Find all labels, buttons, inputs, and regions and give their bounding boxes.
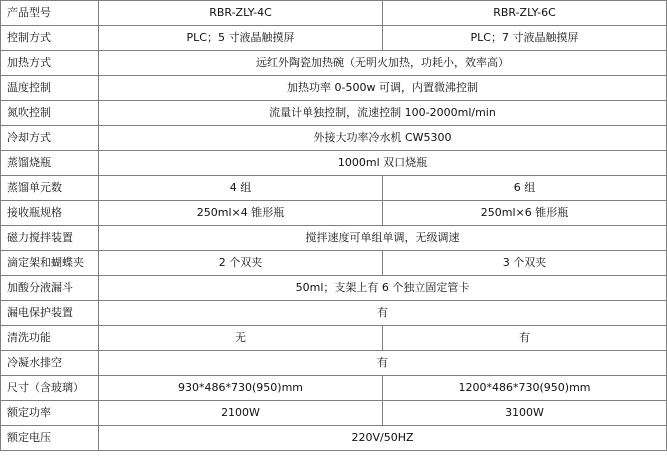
row-label: 温度控制 xyxy=(1,76,99,101)
table-row-rated-power xyxy=(1,401,667,426)
table-row-condensate-drain xyxy=(1,351,667,376)
cell-6c: 1200*486*730(950)mm xyxy=(383,376,667,401)
cell-6c: 3 个双夹 xyxy=(383,251,667,276)
row-label: 滴定架和蝴蝶夹 xyxy=(1,251,99,276)
table-row-distillation-units xyxy=(1,176,667,201)
row-label: 加热方式 xyxy=(1,51,99,76)
table-row-rated-voltage xyxy=(1,426,667,451)
table-row-cleaning-function xyxy=(1,326,667,351)
row-label: 接收瓶规格 xyxy=(1,201,99,226)
cell-shared: 有 xyxy=(99,351,667,376)
model-6c-name: RBR-ZLY-6C xyxy=(383,1,667,26)
table-row-heating-mode xyxy=(1,51,667,76)
cell-shared: 远红外陶瓷加热碗（无明火加热，功耗小，效率高） xyxy=(99,51,667,76)
row-label: 冷却方式 xyxy=(1,126,99,151)
cell-6c: 3100W xyxy=(383,401,667,426)
cell-4c: 2100W xyxy=(99,401,383,426)
table-row-dimensions xyxy=(1,376,667,401)
row-label: 磁力搅拌装置 xyxy=(1,226,99,251)
cell-shared: 流量计单独控制，流速控制 100-2000ml/min xyxy=(99,101,667,126)
cell-4c: 930*486*730(950)mm xyxy=(99,376,383,401)
row-label: 冷凝水排空 xyxy=(1,351,99,376)
table-row-control-mode xyxy=(1,26,667,51)
model-4c-name: RBR-ZLY-4C xyxy=(99,1,383,26)
row-label: 尺寸（含玻璃） xyxy=(1,376,99,401)
row-label: 产品型号 xyxy=(1,1,99,26)
row-label: 控制方式 xyxy=(1,26,99,51)
cell-shared: 有 xyxy=(99,301,667,326)
row-label: 蒸馏烧瓶 xyxy=(1,151,99,176)
cell-shared: 外接大功率冷水机 CW5300 xyxy=(99,126,667,151)
cell-4c: 250ml×4 锥形瓶 xyxy=(99,201,383,226)
cell-4c: 无 xyxy=(99,326,383,351)
row-label: 氮吹控制 xyxy=(1,101,99,126)
cell-4c: 2 个双夹 xyxy=(99,251,383,276)
cell-4c: 4 组 xyxy=(99,176,383,201)
table-row-distillation-flask xyxy=(1,151,667,176)
cell-6c: 有 xyxy=(383,326,667,351)
cell-shared: 搅拌速度可单组单调，无级调速 xyxy=(99,226,667,251)
row-label: 加酸分液漏斗 xyxy=(1,276,99,301)
row-label: 额定电压 xyxy=(1,426,99,451)
table-row-receiving-bottle xyxy=(1,201,667,226)
cell-6c: 250ml×6 锥形瓶 xyxy=(383,201,667,226)
table-row-model xyxy=(1,1,667,26)
table-row-magnetic-stirrer xyxy=(1,226,667,251)
table-row-cooling-mode xyxy=(1,126,667,151)
table-row-titration-stand xyxy=(1,251,667,276)
cell-shared: 1000ml 双口烧瓶 xyxy=(99,151,667,176)
cell-4c: PLC；5 寸液晶触摸屏 xyxy=(99,26,383,51)
row-label: 漏电保护装置 xyxy=(1,301,99,326)
table-row-acid-funnel xyxy=(1,276,667,301)
cell-6c: PLC；7 寸液晶触摸屏 xyxy=(383,26,667,51)
row-label: 额定功率 xyxy=(1,401,99,426)
row-label: 蒸馏单元数 xyxy=(1,176,99,201)
table-row-leakage-protection xyxy=(1,301,667,326)
cell-shared: 220V/50HZ xyxy=(99,426,667,451)
table-row-nitrogen-control xyxy=(1,101,667,126)
row-label: 清洗功能 xyxy=(1,326,99,351)
table-row-temperature-control xyxy=(1,76,667,101)
cell-6c: 6 组 xyxy=(383,176,667,201)
cell-shared: 加热功率 0-500w 可调，内置微沸控制 xyxy=(99,76,667,101)
cell-shared: 50ml；支架上有 6 个独立固定管卡 xyxy=(99,276,667,301)
